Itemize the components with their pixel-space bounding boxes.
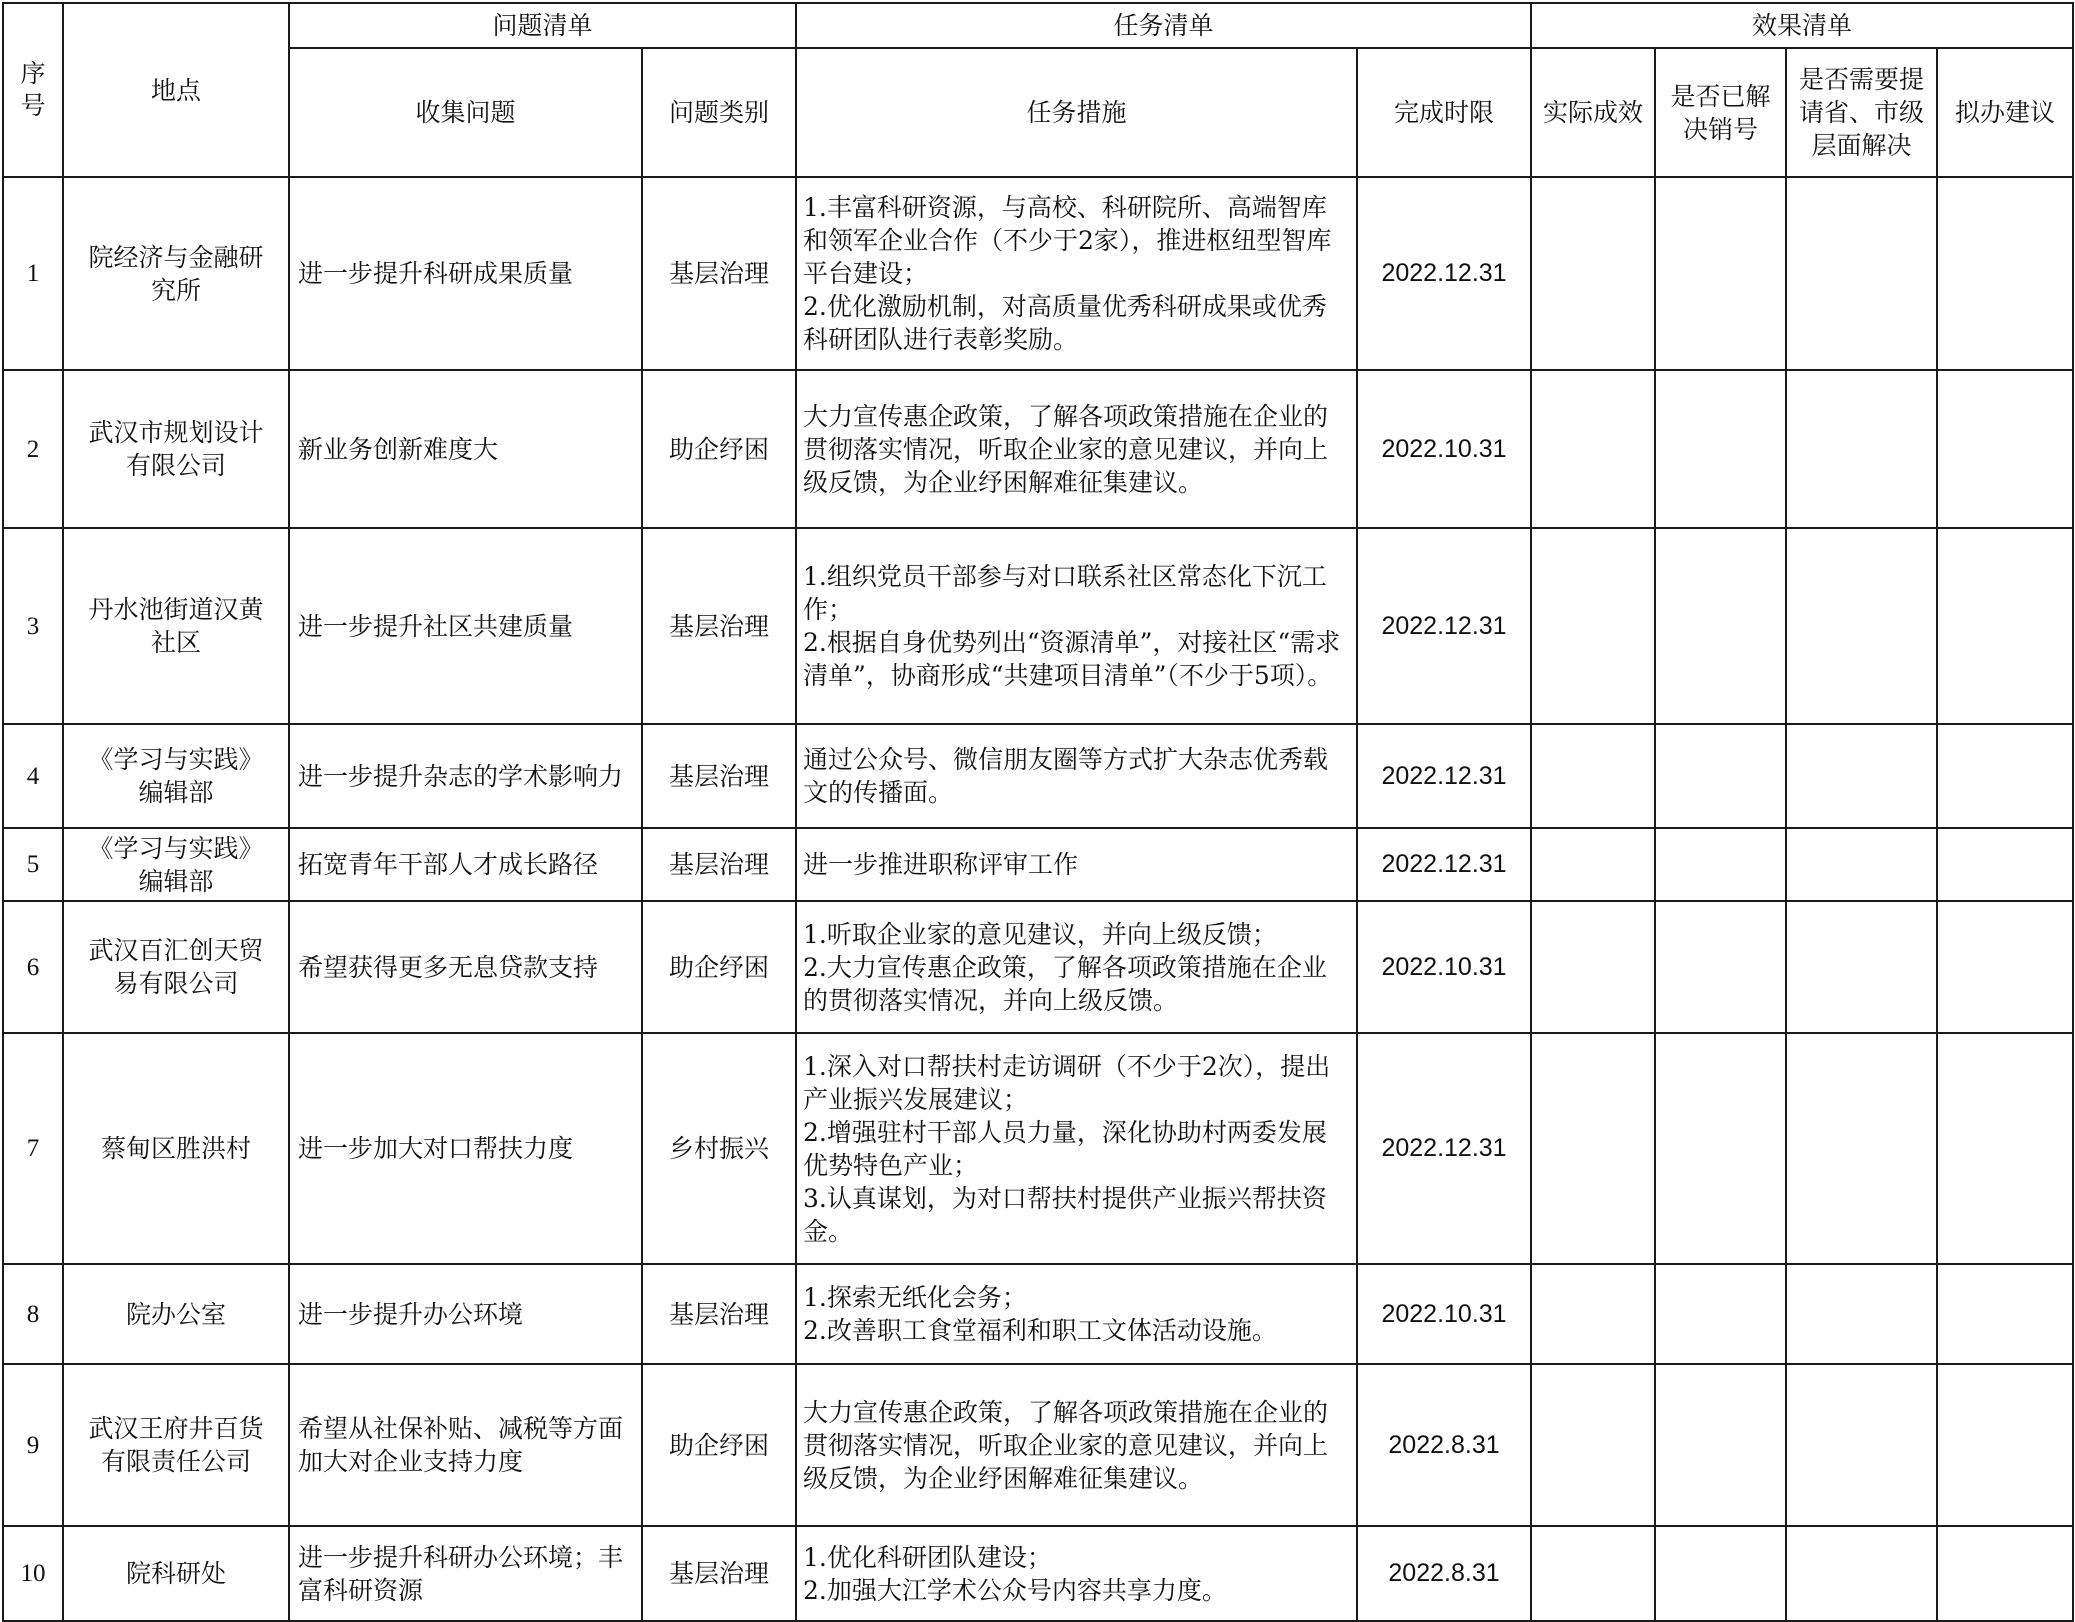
row-measures <box>796 1033 1357 1264</box>
row-location: 院办公室 <box>63 1264 289 1364</box>
header-need-higher: 是否需要提请省、市级层面解决 <box>1786 48 1937 177</box>
row-advice-cell <box>1937 724 2073 828</box>
header-collected-issue: 收集问题 <box>289 48 642 177</box>
row-need-higher-cell <box>1786 901 1937 1033</box>
row-category: 基层治理 <box>642 177 796 370</box>
measure-line: 1.丰富科研资源，与高校、科研院所、高端智库和领军企业合作（不少于2家），推进枢纽型智库平台建设； <box>803 193 1332 288</box>
row-actual-effect-cell <box>1531 370 1655 528</box>
measure-line: 进一步推进职称评审工作 <box>803 850 1079 879</box>
row-advice-cell <box>1937 1364 2073 1526</box>
row-issue: 希望从社保补贴、减税等方面加大对企业支持力度 <box>289 1364 642 1526</box>
header-seq: 序号 <box>3 3 63 177</box>
row-need-higher-cell <box>1786 1264 1937 1364</box>
header-effect-group: 效果清单 <box>1531 3 2073 48</box>
row-need-higher-cell <box>1786 1364 1937 1526</box>
row-issue: 进一步提升社区共建质量 <box>289 528 642 724</box>
row-deadline: 2022.8.31 <box>1357 1364 1531 1526</box>
row-number: 6 <box>3 901 63 1033</box>
row-advice-cell <box>1937 1033 2073 1264</box>
row-number: 8 <box>3 1264 63 1364</box>
row-resolved-cell <box>1655 528 1786 724</box>
measure-line: 1.探索无纸化会务； <box>803 1283 1027 1312</box>
row-issue: 进一步加大对口帮扶力度 <box>289 1033 642 1264</box>
row-deadline: 2022.10.31 <box>1357 370 1531 528</box>
row-number: 9 <box>3 1364 63 1526</box>
row-need-higher-cell <box>1786 370 1937 528</box>
row-measures <box>796 370 1357 528</box>
measure-line: 2.改善职工食堂福利和职工文体活动设施。 <box>803 1316 1277 1345</box>
row-actual-effect-cell <box>1531 1364 1655 1526</box>
row-category: 乡村振兴 <box>642 1033 796 1264</box>
row-resolved-cell <box>1655 1526 1786 1621</box>
row-actual-effect-cell <box>1531 1033 1655 1264</box>
measure-line: 2.大力宣传惠企政策，了解各项政策措施在企业的贯彻落实情况，并向上级反馈。 <box>803 952 1327 1015</box>
row-issue: 进一步提升杂志的学术影响力 <box>289 724 642 828</box>
row-number: 3 <box>3 528 63 724</box>
row-resolved-cell <box>1655 828 1786 901</box>
measure-line: 3.认真谋划，为对口帮扶村提供产业振兴帮扶资金。 <box>803 1183 1327 1246</box>
row-number: 10 <box>3 1526 63 1621</box>
row-number: 5 <box>3 828 63 901</box>
measure-line: 2.根据自身优势列出“资源清单”，对接社区“需求清单”，协商形成“共建项目清单”（不少于5项）。 <box>803 628 1341 690</box>
row-deadline: 2022.12.31 <box>1357 1033 1531 1264</box>
row-need-higher-cell <box>1786 828 1937 901</box>
row-advice-cell <box>1937 528 2073 724</box>
row-actual-effect-cell <box>1531 528 1655 724</box>
table-row <box>3 1264 2073 1364</box>
row-category: 助企纾困 <box>642 370 796 528</box>
measure-line: 1.组织党员干部参与对口联系社区常态化下沉工作； <box>803 562 1327 624</box>
row-issue: 拓宽青年干部人才成长路径 <box>289 828 642 901</box>
row-measures <box>796 724 1357 828</box>
row-deadline: 2022.12.31 <box>1357 724 1531 828</box>
row-category: 基层治理 <box>642 828 796 901</box>
row-actual-effect-cell <box>1531 1526 1655 1621</box>
row-need-higher-cell <box>1786 528 1937 724</box>
row-deadline: 2022.8.31 <box>1357 1526 1531 1621</box>
measure-line: 2.加强大江学术公众号内容共享力度。 <box>803 1575 1227 1605</box>
table-row <box>3 828 2073 901</box>
row-location: 武汉王府井百货有限责任公司 <box>63 1364 289 1526</box>
row-location: 院科研处 <box>63 1526 289 1621</box>
row-measures <box>796 1526 1357 1621</box>
table-row <box>3 528 2073 724</box>
measure-line: 2.增强驻村干部人员力量，深化协助村两委发展优势特色产业； <box>803 1117 1327 1180</box>
header-proposed-advice: 拟办建议 <box>1937 48 2073 177</box>
row-advice-cell <box>1937 1264 2073 1364</box>
row-category: 基层治理 <box>642 1526 796 1621</box>
row-deadline: 2022.10.31 <box>1357 901 1531 1033</box>
row-location: 蔡甸区胜洪村 <box>63 1033 289 1264</box>
row-issue: 新业务创新难度大 <box>289 370 642 528</box>
row-issue: 进一步提升科研办公环境；丰富科研资源 <box>289 1526 642 1621</box>
table-row <box>3 724 2073 828</box>
table-row <box>3 370 2073 528</box>
row-resolved-cell <box>1655 901 1786 1033</box>
row-measures <box>796 528 1357 724</box>
row-resolved-cell <box>1655 724 1786 828</box>
table-row <box>3 177 2073 370</box>
issue-task-effect-table <box>2 2 2074 1622</box>
row-measures <box>796 901 1357 1033</box>
row-category: 助企纾困 <box>642 1364 796 1526</box>
row-deadline: 2022.12.31 <box>1357 828 1531 901</box>
row-category: 基层治理 <box>642 1264 796 1364</box>
row-location: 武汉市规划设计有限公司 <box>63 370 289 528</box>
measure-line: 1.优化科研团队建设； <box>803 1542 1052 1572</box>
row-actual-effect-cell <box>1531 901 1655 1033</box>
measure-line: 通过公众号、微信朋友圈等方式扩大杂志优秀载文的传播面。 <box>803 745 1329 807</box>
header-task-group: 任务清单 <box>796 3 1531 48</box>
row-location: 《学习与实践》编辑部 <box>63 724 289 828</box>
row-issue: 希望获得更多无息贷款支持 <box>289 901 642 1033</box>
row-issue: 进一步提升科研成果质量 <box>289 177 642 370</box>
row-number: 1 <box>3 177 63 370</box>
row-location: 武汉百汇创天贸易有限公司 <box>63 901 289 1033</box>
row-advice-cell <box>1937 828 2073 901</box>
row-location: 《学习与实践》编辑部 <box>63 828 289 901</box>
row-need-higher-cell <box>1786 724 1937 828</box>
row-resolved-cell <box>1655 1033 1786 1264</box>
row-number: 4 <box>3 724 63 828</box>
row-category: 助企纾困 <box>642 901 796 1033</box>
row-resolved-cell <box>1655 1264 1786 1364</box>
row-measures <box>796 177 1357 370</box>
row-actual-effect-cell <box>1531 828 1655 901</box>
row-advice-cell <box>1937 901 2073 1033</box>
table-row <box>3 1364 2073 1526</box>
row-advice-cell <box>1937 370 2073 528</box>
header-task-measures: 任务措施 <box>796 48 1357 177</box>
table-row <box>3 1526 2073 1621</box>
row-resolved-cell <box>1655 1364 1786 1526</box>
row-deadline: 2022.12.31 <box>1357 528 1531 724</box>
row-number: 7 <box>3 1033 63 1264</box>
row-number: 2 <box>3 370 63 528</box>
row-measures <box>796 828 1357 901</box>
header-resolved: 是否已解决销号 <box>1655 48 1786 177</box>
row-deadline: 2022.12.31 <box>1357 177 1531 370</box>
measure-line: 1.深入对口帮扶村走访调研（不少于2次），提出产业振兴发展建议； <box>803 1051 1331 1114</box>
row-location: 丹水池街道汉黄社区 <box>63 528 289 724</box>
measure-line: 1.听取企业家的意见建议，并向上级反馈； <box>803 919 1277 949</box>
row-issue: 进一步提升办公环境 <box>289 1264 642 1364</box>
row-actual-effect-cell <box>1531 1264 1655 1364</box>
row-advice-cell <box>1937 177 2073 370</box>
measure-line: 2.优化激励机制，对高质量优秀科研成果或优秀科研团队进行表彰奖励。 <box>803 292 1327 354</box>
row-resolved-cell <box>1655 177 1786 370</box>
measure-line: 大力宣传惠企政策，了解各项政策措施在企业的贯彻落实情况，听取企业家的意见建议，并向上级反馈，为企业纾困解难征集建议。 <box>803 401 1329 497</box>
header-deadline: 完成时限 <box>1357 48 1531 177</box>
row-need-higher-cell <box>1786 177 1937 370</box>
row-resolved-cell <box>1655 370 1786 528</box>
row-deadline: 2022.10.31 <box>1357 1264 1531 1364</box>
row-advice-cell <box>1937 1526 2073 1621</box>
header-location: 地点 <box>63 3 289 177</box>
row-need-higher-cell <box>1786 1526 1937 1621</box>
row-measures <box>796 1264 1357 1364</box>
table-row <box>3 1033 2073 1264</box>
row-actual-effect-cell <box>1531 177 1655 370</box>
row-location: 院经济与金融研究所 <box>63 177 289 370</box>
row-category: 基层治理 <box>642 724 796 828</box>
header-actual-effect: 实际成效 <box>1531 48 1655 177</box>
row-measures <box>796 1364 1357 1526</box>
measure-line: 大力宣传惠企政策，了解各项政策措施在企业的贯彻落实情况，听取企业家的意见建议，并向上级反馈，为企业纾困解难征集建议。 <box>803 1397 1329 1493</box>
row-actual-effect-cell <box>1531 724 1655 828</box>
header-problem-group: 问题清单 <box>289 3 796 48</box>
row-category: 基层治理 <box>642 528 796 724</box>
table-row <box>3 901 2073 1033</box>
header-issue-type: 问题类别 <box>642 48 796 177</box>
row-need-higher-cell <box>1786 1033 1937 1264</box>
